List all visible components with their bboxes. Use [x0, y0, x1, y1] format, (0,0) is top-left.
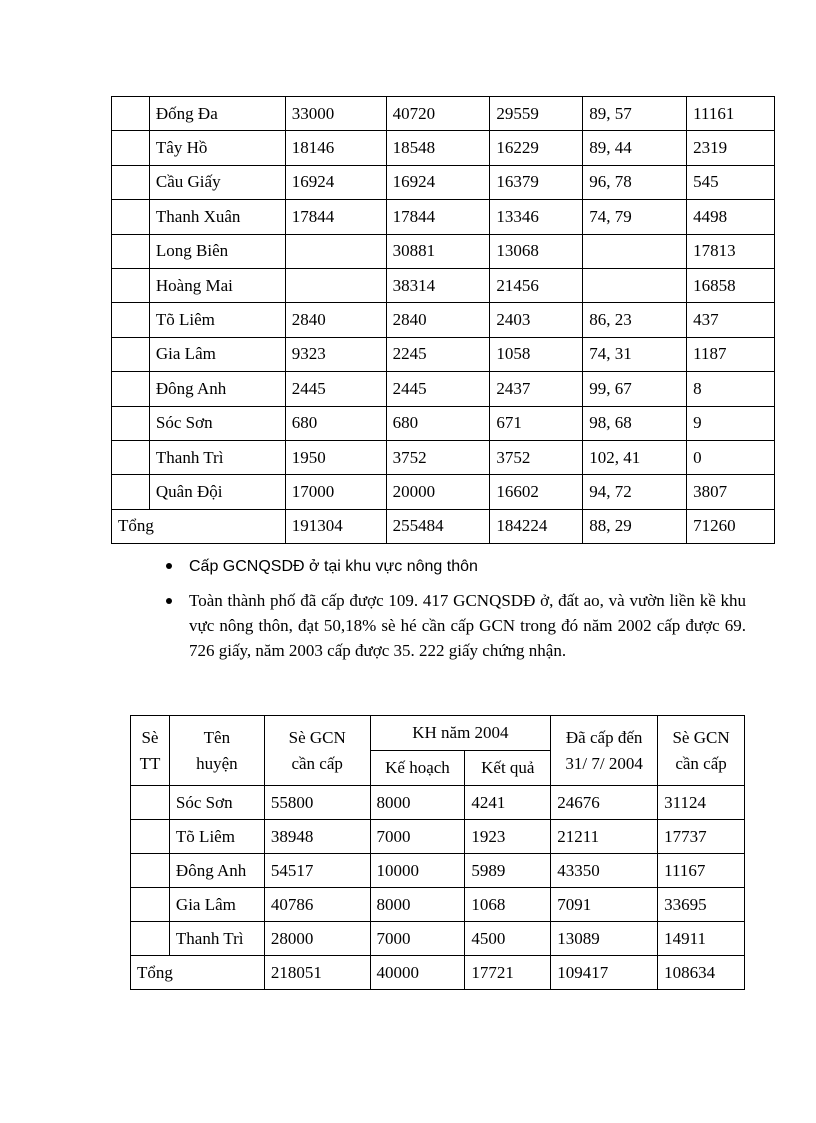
table-row: [131, 854, 745, 888]
value-cell: 1187: [687, 337, 775, 371]
value-cell: 43350: [551, 854, 658, 888]
table-row: [131, 786, 745, 820]
header-district: [169, 716, 264, 786]
header-text: Sè GCN: [288, 727, 346, 747]
bullet-list: [160, 553, 746, 672]
district-name: Sóc Sơn: [149, 406, 285, 440]
district-name: Thanh Xuân: [149, 200, 285, 234]
percent-cell: 99, 67: [583, 372, 687, 406]
value-cell: 3807: [687, 475, 775, 509]
table-row: [112, 372, 775, 406]
total-cell: 17721: [465, 956, 551, 990]
value-cell: 8: [687, 372, 775, 406]
stt-cell: [112, 234, 150, 268]
table1-body: [112, 97, 775, 544]
district-name: Sóc Sơn: [169, 786, 264, 820]
table-row: [112, 268, 775, 302]
header-text: cần cấp: [291, 753, 343, 773]
value-cell: 17737: [658, 820, 745, 854]
table-row: [112, 234, 775, 268]
table-row: [112, 165, 775, 199]
table-row: [112, 303, 775, 337]
value-cell: 38314: [386, 268, 490, 302]
total-cell: 71260: [687, 509, 775, 543]
value-cell: 11167: [658, 854, 745, 888]
district-name: Gia Lâm: [149, 337, 285, 371]
value-cell: 20000: [386, 475, 490, 509]
value-cell: 55800: [264, 786, 370, 820]
stt-cell: [131, 854, 170, 888]
value-cell: 16602: [490, 475, 583, 509]
stt-cell: [131, 820, 170, 854]
value-cell: 2445: [386, 372, 490, 406]
header-remain: [658, 716, 745, 786]
header-text: huyện: [196, 753, 238, 773]
stt-cell: [131, 786, 170, 820]
total-cell: 88, 29: [583, 509, 687, 543]
value-cell: 29559: [490, 97, 583, 131]
value-cell: 2445: [285, 372, 386, 406]
stt-cell: [112, 268, 150, 302]
value-cell: 13346: [490, 200, 583, 234]
value-cell: 4498: [687, 200, 775, 234]
table-row: [112, 200, 775, 234]
district-name: Quân Đội: [149, 475, 285, 509]
percent-cell: 86, 23: [583, 303, 687, 337]
value-cell: 437: [687, 303, 775, 337]
rural-certificate-table: [130, 715, 745, 990]
table-row: [112, 406, 775, 440]
value-cell: 14911: [658, 922, 745, 956]
bullet-dot-icon: [166, 598, 172, 604]
header-text: 31/ 7/ 2004: [565, 753, 643, 773]
value-cell: 40720: [386, 97, 490, 131]
district-certificate-table: [111, 96, 775, 544]
value-cell: 4241: [465, 786, 551, 820]
value-cell: 9: [687, 406, 775, 440]
district-name: Tõ Liêm: [169, 820, 264, 854]
value-cell: 1950: [285, 440, 386, 474]
value-cell: 21456: [490, 268, 583, 302]
header-plan: Kế hoạch: [370, 751, 465, 786]
header-text: TT: [139, 753, 161, 773]
value-cell: 17844: [386, 200, 490, 234]
value-cell: 7091: [551, 888, 658, 922]
value-cell: 1923: [465, 820, 551, 854]
total-cell: 108634: [658, 956, 745, 990]
value-cell: 4500: [465, 922, 551, 956]
bullet-text: Toàn thành phố đã cấp được 109. 417 GCNQSDĐ ở, đất ao, và vườn liền kề khu vực nông thôn, đạt 50,18% sè hé cần cấp GCN trong đó năm 2002 cấp được 69. 726 giấy, năm 2003 cấp được 35. 222 giấy chứng nhận.: [189, 591, 746, 660]
value-cell: 18548: [386, 131, 490, 165]
district-name: Tõ Liêm: [149, 303, 285, 337]
percent-cell: 96, 78: [583, 165, 687, 199]
value-cell: 5989: [465, 854, 551, 888]
value-cell: 30881: [386, 234, 490, 268]
total-cell: 184224: [490, 509, 583, 543]
value-cell: [285, 268, 386, 302]
total-cell: 255484: [386, 509, 490, 543]
value-cell: [285, 234, 386, 268]
value-cell: 8000: [370, 888, 465, 922]
bullet-item: [160, 553, 746, 579]
value-cell: 7000: [370, 922, 465, 956]
district-name: Gia Lâm: [169, 888, 264, 922]
value-cell: 13068: [490, 234, 583, 268]
total-cell: 191304: [285, 509, 386, 543]
header-text: cần cấp: [675, 753, 727, 773]
value-cell: 10000: [370, 854, 465, 888]
value-cell: 0: [687, 440, 775, 474]
value-cell: 17813: [687, 234, 775, 268]
value-cell: 2840: [285, 303, 386, 337]
value-cell: 16858: [687, 268, 775, 302]
total-label: Tổng: [112, 509, 286, 543]
table-row: [131, 820, 745, 854]
percent-cell: [583, 234, 687, 268]
value-cell: 9323: [285, 337, 386, 371]
percent-cell: 98, 68: [583, 406, 687, 440]
value-cell: 671: [490, 406, 583, 440]
value-cell: 40786: [264, 888, 370, 922]
district-name: Đông Anh: [149, 372, 285, 406]
total-row: [112, 509, 775, 543]
percent-cell: 74, 31: [583, 337, 687, 371]
value-cell: 2403: [490, 303, 583, 337]
stt-cell: [112, 131, 150, 165]
value-cell: 17844: [285, 200, 386, 234]
stt-cell: [112, 406, 150, 440]
value-cell: 24676: [551, 786, 658, 820]
header-text: Sè: [141, 727, 159, 747]
value-cell: 28000: [264, 922, 370, 956]
district-name: Long Biên: [149, 234, 285, 268]
value-cell: 545: [687, 165, 775, 199]
value-cell: 680: [386, 406, 490, 440]
table2-body: [131, 786, 745, 990]
table-row: [112, 131, 775, 165]
header-need: [264, 716, 370, 786]
percent-cell: 89, 57: [583, 97, 687, 131]
district-name: Thanh Trì: [169, 922, 264, 956]
value-cell: 38948: [264, 820, 370, 854]
bullet-item: [160, 588, 746, 663]
header-stt: [131, 716, 170, 786]
header-text: Tên: [203, 727, 231, 747]
value-cell: 3752: [490, 440, 583, 474]
district-name: Thanh Trì: [149, 440, 285, 474]
value-cell: 16229: [490, 131, 583, 165]
value-cell: 31124: [658, 786, 745, 820]
district-name: Cầu Giấy: [149, 165, 285, 199]
percent-cell: 89, 44: [583, 131, 687, 165]
stt-cell: [112, 337, 150, 371]
header-text: Đã cấp đến: [565, 727, 643, 747]
value-cell: 16924: [285, 165, 386, 199]
stt-cell: [112, 372, 150, 406]
value-cell: 3752: [386, 440, 490, 474]
header-result: Kết quả: [465, 751, 551, 786]
value-cell: 33000: [285, 97, 386, 131]
stt-cell: [112, 475, 150, 509]
value-cell: 11161: [687, 97, 775, 131]
table-row: [112, 475, 775, 509]
total-label: Tổng: [131, 956, 265, 990]
value-cell: 1058: [490, 337, 583, 371]
bullet-text: Cấp GCNQSDĐ ở tại khu vực nông thôn: [189, 558, 478, 575]
stt-cell: [112, 200, 150, 234]
district-name: Tây Hồ: [149, 131, 285, 165]
percent-cell: 74, 79: [583, 200, 687, 234]
table-row: [112, 337, 775, 371]
value-cell: 2840: [386, 303, 490, 337]
district-name: Đông Anh: [169, 854, 264, 888]
table-row: [131, 888, 745, 922]
value-cell: 2437: [490, 372, 583, 406]
stt-cell: [112, 97, 150, 131]
header-row: [131, 716, 745, 751]
value-cell: 7000: [370, 820, 465, 854]
value-cell: 18146: [285, 131, 386, 165]
stt-cell: [112, 165, 150, 199]
value-cell: 680: [285, 406, 386, 440]
total-cell: 109417: [551, 956, 658, 990]
stt-cell: [112, 303, 150, 337]
table-row: [112, 97, 775, 131]
value-cell: 13089: [551, 922, 658, 956]
district-name: Đống Đa: [149, 97, 285, 131]
value-cell: 33695: [658, 888, 745, 922]
value-cell: 16924: [386, 165, 490, 199]
value-cell: 16379: [490, 165, 583, 199]
percent-cell: 102, 41: [583, 440, 687, 474]
value-cell: 21211: [551, 820, 658, 854]
header-issued: [551, 716, 658, 786]
value-cell: 17000: [285, 475, 386, 509]
stt-cell: [131, 888, 170, 922]
value-cell: 2245: [386, 337, 490, 371]
percent-cell: 94, 72: [583, 475, 687, 509]
value-cell: 1068: [465, 888, 551, 922]
stt-cell: [131, 922, 170, 956]
value-cell: 8000: [370, 786, 465, 820]
header-text: Sè GCN: [672, 727, 730, 747]
table2-header: [131, 716, 745, 786]
header-plan-group: KH năm 2004: [370, 716, 551, 751]
total-row: [131, 956, 745, 990]
total-cell: 218051: [264, 956, 370, 990]
stt-cell: [112, 440, 150, 474]
bullet-dot-icon: [166, 563, 172, 569]
table-row: [112, 440, 775, 474]
district-name: Hoàng Mai: [149, 268, 285, 302]
table-row: [131, 922, 745, 956]
value-cell: 2319: [687, 131, 775, 165]
value-cell: 54517: [264, 854, 370, 888]
percent-cell: [583, 268, 687, 302]
total-cell: 40000: [370, 956, 465, 990]
